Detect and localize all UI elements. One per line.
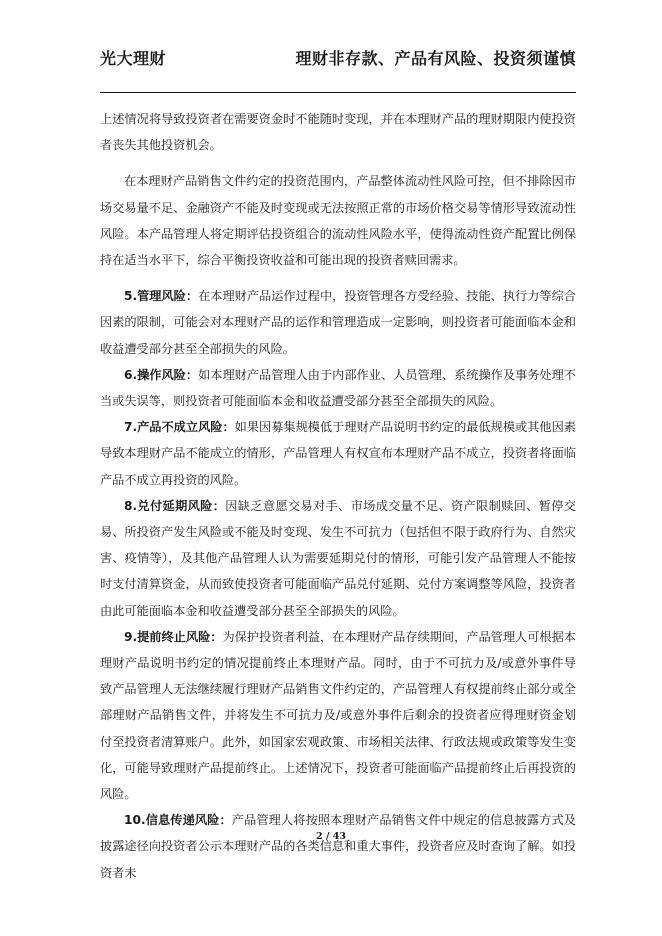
risk-item-information — [100, 807, 576, 886]
brand-name: 光大理财 — [100, 49, 167, 68]
risk-item-payment-delay — [100, 493, 576, 624]
paragraph-liquidity-control: 在本理财产品销售文件约定的投资范围内，产品整体流动性风险可控，但不排除因市场交易量不足、金融资产不能及时变现或无法按照正常的市场价格交易等情形导致流动性风险。本产品管理人将定期评估投资组合的流动性风险水平，使得流动性资产配置比例保持在适当水平下，综合平衡投资收益和可能出现的投资者赎回需求。 — [100, 174, 576, 268]
document-body — [100, 106, 576, 886]
risk-text-information: 产品管理人将按照本理财产品销售文件中规定的信息披露方式及披露途径向投资者公示本理财产品的各类信息和重大事件，投资者应及时查询了解。如投资者未 — [100, 813, 576, 880]
risk-slogan: 理财非存款、产品有风险、投资须谨慎 — [295, 49, 576, 68]
risk-term-operation: 6.操作风险： — [124, 367, 199, 382]
risk-item-management — [100, 283, 576, 362]
paragraph-liquidity-continued: 上述情况将导致投资者在需要资金时不能随时变现，并在本理财产品的理财期限内使投资者丧失其他投资机会。 — [100, 112, 576, 153]
page-header — [100, 48, 576, 74]
header-divider — [100, 92, 576, 93]
risk-term-management: 5.管理风险： — [124, 289, 199, 304]
risk-item-early-termination — [100, 624, 576, 807]
risk-text-operation: 如本理财产品管理人由于内部作业、人员管理、系统操作及事务处理不当或失误等，则投资者可能面临本金和收益遭受部分甚至全部损失的风险。 — [100, 367, 576, 409]
risk-item-operation — [100, 362, 576, 414]
risk-term-not-established: 7.产品不成立风险： — [124, 420, 235, 435]
page-number: 2 / 43 — [316, 831, 346, 842]
risk-text-early-termination: 为保护投资者利益，在本理财产品存续期间，产品管理人可根据本理财产品说明书约定的情况提前终止本理财产品。同时，由于不可抗力及/或意外事件导致产品管理人无法继续履行理财产品销售文件约定的，产品管理人有权提前终止部分或全部理财产品销售文件，并将发生不可抗力及/或意外事件后剩余的投资者应得理财资金划付至投资者清算账户。此外，如国家宏观政策、市场相关法律、行政法规或政策等发生变化，可能导致理财产品提前终止。上述情况下，投资者可能面临产品提前终止后再投资的风险。 — [100, 629, 576, 802]
risk-term-early-termination: 9.提前终止风险： — [124, 629, 223, 644]
risk-term-payment-delay: 8.兑付延期风险： — [124, 498, 226, 513]
risk-text-not-established: 如果因募集规模低于理财产品说明书约定的最低规模或其他因素导致本理财产品不能成立的情形，产品管理人有权宣布本理财产品不成立，投资者将面临产品不成立再投资的风险。 — [100, 420, 576, 487]
risk-item-not-established — [100, 414, 576, 493]
risk-term-information: 10.信息传递风险： — [124, 813, 232, 828]
risk-text-management: 在本理财产品运作过程中，投资管理各方受经验、技能、执行力等综合因素的限制，可能会对本理财产品的运作和管理造成一定影响，则投资者可能面临本金和收益遭受部分甚至全部损失的风险。 — [100, 289, 576, 356]
risk-text-payment-delay: 因缺乏意愿交易对手、市场成交量不足、资产限制赎回、暂停交易、所投资产发生风险或不能及时变现、发生不可抗力（包括但不限于政府行为、自然灾害、疫情等），及其他产品管理人认为需要延期兑付的情形，可能引发产品管理人不能按时支付清算资金，从而致使投资者可能面临产品兑付延期、兑付方案调整等风险，投资者由此可能面临本金和收益遭受部分甚至全部损失的风险。 — [100, 498, 576, 618]
